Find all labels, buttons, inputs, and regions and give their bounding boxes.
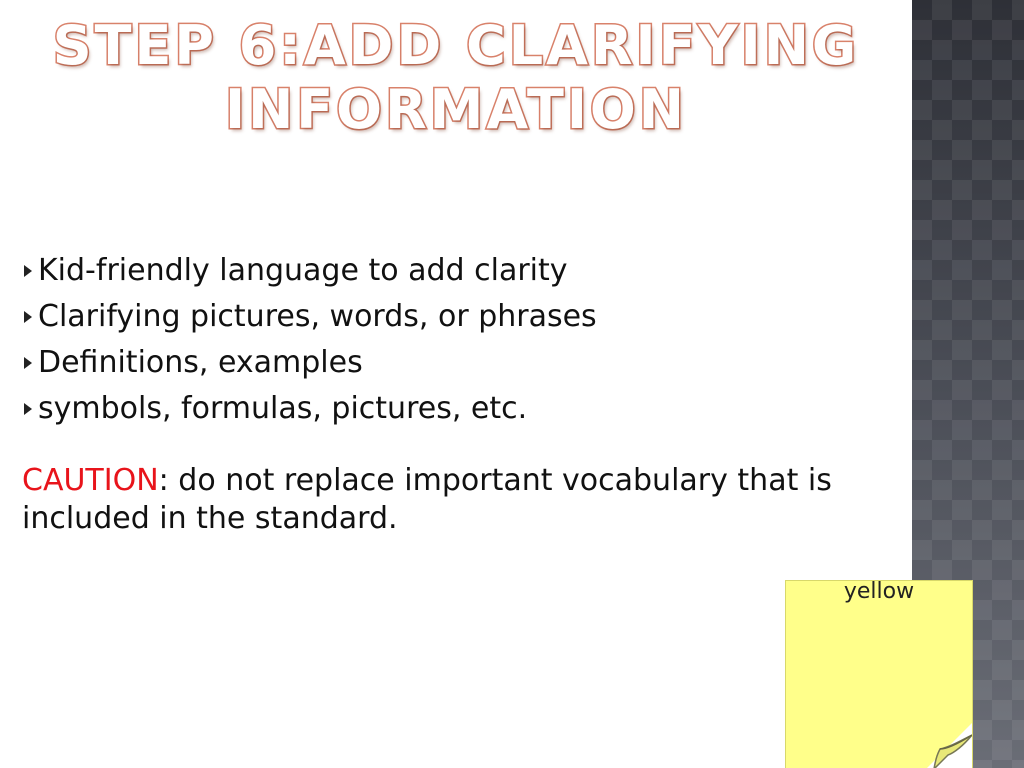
triangle-bullet-icon (24, 311, 32, 323)
triangle-bullet-icon (24, 265, 32, 277)
bullet-item (22, 248, 902, 294)
sticky-note[interactable] (785, 580, 973, 768)
bullet-text: symbols, formulas, pictures, etc. (38, 391, 528, 426)
page-curl-icon (926, 723, 972, 768)
slide-title-line-1: STEP 6:ADD CLARIFYING (52, 14, 860, 77)
bullet-item (22, 340, 902, 386)
bullet-text: Kid-friendly language to add clarity (38, 253, 568, 288)
sticky-note-text: yellow (843, 579, 915, 604)
bullet-list (22, 248, 902, 432)
bullet-item (22, 294, 902, 340)
slide-title-line-2: INFORMATION (224, 78, 688, 141)
bullet-text: Definitions, examples (38, 345, 363, 380)
slide-title (0, 14, 912, 142)
triangle-bullet-icon (24, 403, 32, 415)
bullet-item (22, 386, 902, 432)
slide-body (22, 248, 902, 538)
caution-note (22, 462, 902, 538)
caution-label: CAUTION (22, 463, 159, 498)
bullet-text: Clarifying pictures, words, or phrases (38, 299, 597, 334)
triangle-bullet-icon (24, 357, 32, 369)
caution-text: : do not replace important vocabulary that is included in the standard. (22, 463, 832, 536)
